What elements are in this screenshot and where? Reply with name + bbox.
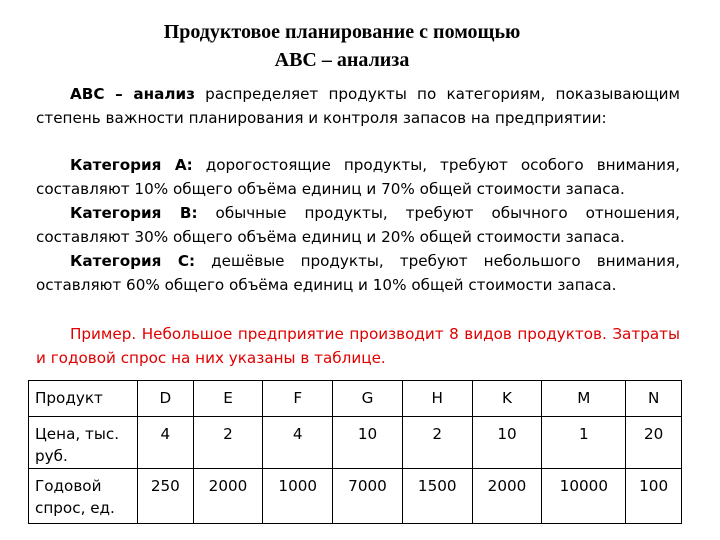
table-row-product bbox=[29, 381, 682, 417]
table-cell: 10000 bbox=[542, 469, 626, 524]
category-c-text: дешёвые продукты, требуют небольшого внимания, оставляют 60% общего объёма единиц и 10% общей стоимости запаса. bbox=[36, 252, 681, 294]
table-row-header: Годовой спрос, ед. bbox=[29, 469, 138, 524]
table-cell: 2000 bbox=[472, 469, 542, 524]
table-cell: 100 bbox=[626, 469, 682, 524]
table-cell: 2 bbox=[193, 417, 263, 469]
category-b-label: Категория В: bbox=[70, 204, 198, 222]
table-cell: F bbox=[263, 381, 333, 417]
intro-term: АВС – анализ bbox=[70, 85, 195, 103]
table-cell: 1 bbox=[542, 417, 626, 469]
table-cell: 250 bbox=[138, 469, 194, 524]
table-cell: 4 bbox=[263, 417, 333, 469]
category-c-label: Категория С: bbox=[70, 252, 196, 270]
intro-text: распределяет продукты по категориям, показывающим степень важности планирования и контроля запасов на предприятии: bbox=[36, 85, 680, 127]
table-cell: N bbox=[626, 381, 682, 417]
table-cell: 1500 bbox=[402, 469, 472, 524]
table-row-header: Продукт bbox=[29, 381, 138, 417]
table-cell: 10 bbox=[333, 417, 403, 469]
slide-title bbox=[0, 18, 720, 74]
table-cell: M bbox=[542, 381, 626, 417]
table-row-price bbox=[29, 417, 682, 469]
table-cell: E bbox=[193, 381, 263, 417]
table-cell: H bbox=[402, 381, 472, 417]
products-table bbox=[28, 380, 682, 524]
table-cell: 20 bbox=[626, 417, 682, 469]
example-paragraph bbox=[36, 322, 680, 370]
table-cell: K bbox=[472, 381, 542, 417]
table-cell: G bbox=[333, 381, 403, 417]
table-cell: 1000 bbox=[263, 469, 333, 524]
title-line-2: АВС – анализа bbox=[274, 49, 410, 71]
category-a-label: Категория А: bbox=[70, 156, 193, 174]
table-row-header: Цена, тыс. руб. bbox=[29, 417, 138, 469]
example-text: Пример. Небольшое предприятие производит 8 видов продуктов. Затраты и годовой спрос на них указаны в таблице. bbox=[36, 325, 680, 367]
table-cell: D bbox=[138, 381, 194, 417]
table-cell: 10 bbox=[472, 417, 542, 469]
table-cell: 2000 bbox=[193, 469, 263, 524]
category-b-text: обычные продукты, требуют обычного отношения, составляют 30% общего объёма единиц и 20% общей стоимости запаса. bbox=[36, 204, 680, 246]
table-row-demand bbox=[29, 469, 682, 524]
table-cell: 7000 bbox=[333, 469, 403, 524]
categories-paragraph bbox=[36, 153, 680, 297]
title-line-1: Продуктовое планирование с помощью bbox=[163, 21, 521, 43]
category-a-text: дорогостоящие продукты, требуют особого внимания, составляют 10% общего объёма единиц и 70% общей стоимости запаса. bbox=[36, 156, 681, 198]
intro-paragraph bbox=[36, 82, 680, 130]
table-cell: 4 bbox=[138, 417, 194, 469]
table-cell: 2 bbox=[402, 417, 472, 469]
